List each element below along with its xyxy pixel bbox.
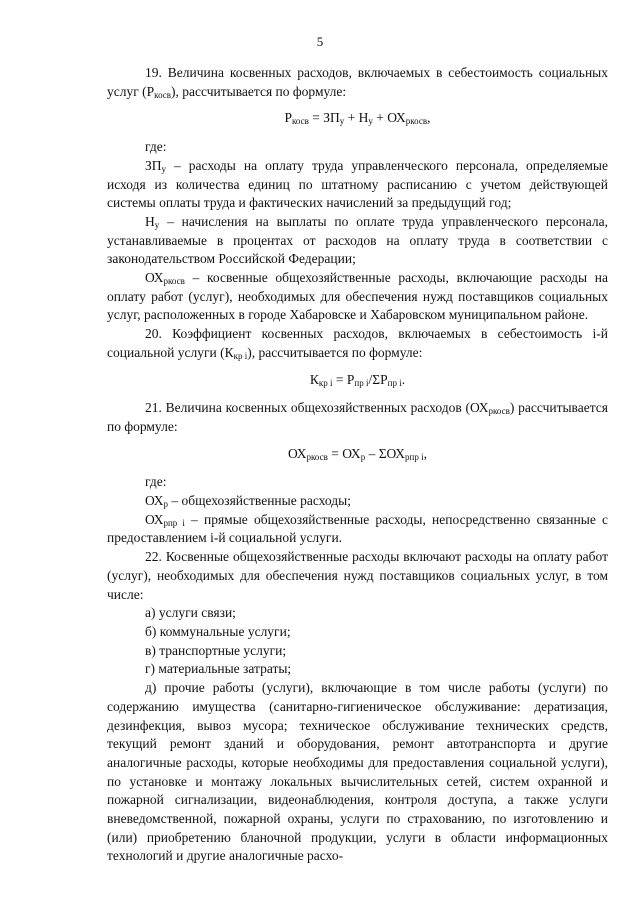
paragraph-20: 20. Коэффициент косвенных расходов, включаемых в себестоимость i-й социальной услуги $(К_{кр i})$, рассчитывается по формуле:: [107, 326, 608, 361]
page-number: 5: [316, 34, 324, 49]
definition-n: $Н_у$ – начисления на выплаты по оплате труда управленческого персонала, устанавливаемые в процентах от расходов на оплату труда в соответствии с законодательством Российской Федерации;: [107, 213, 608, 267]
where-label: где:: [145, 474, 167, 490]
list-item: б) коммунальные услуги;: [145, 623, 291, 639]
paragraph-21: 21. Величина косвенных общехозяйственных расходов $(ОХ_{ркосв})$ рассчитывается по формуле:: [107, 400, 608, 434]
definition-oxrpr: $ОХ_{рпр i}$ – прямые общехозяйственные расходы, непосредственно связанные с предоставлением i-й социальной услуги.: [107, 511, 608, 546]
where-label: где:: [145, 139, 167, 155]
definition-oxr: $ОХ_р$ – общехозяйственные расходы;: [145, 493, 351, 510]
paragraph-19: 19. Величина косвенных расходов, включаемых в себестоимость социальных услуг $(Р_{косв})$, рассчитывается по формуле:: [107, 65, 608, 100]
paragraph-22: 22. Косвенные общехозяйственные расходы включают расходы на оплату работ (услуг), необходимых для обеспечения нужд поставщиков социальных услуг, в том числе:: [107, 549, 608, 602]
formula-20: $К_{кр i} = Р_{пр i}/\Sigma Р_{пр i}$.: [309, 371, 406, 388]
list-item: а) услуги связи;: [145, 605, 236, 621]
formula-19: $Р_{косв} = ЗП_у + Н_у + ОХ_{ркосв}$,: [284, 110, 431, 127]
definition-zp: $ЗП_у$ – расходы на оплату труда управленческого персонала, определяемые исходя из количества единиц по штатному расписанию с учетом действующей системы оплаты труда и фактических начислений за предыдущий год;: [107, 157, 608, 211]
formula-21: $ОХ_{ркосв} = ОХ_р - \Sigma ОХ_{рпр i}$,: [288, 445, 427, 462]
document-body: [107, 64, 608, 866]
definition-ox: $ОХ_{ркосв}$ – косвенные общехозяйственные расходы, включающие расходы на оплату работ (услуг), необходимых для обеспечения нужд поставщиков социальных услуг, расположенных в городе Хабаровске и Хабаровском муниципальном районе.: [107, 270, 608, 323]
list-item: в) транспортные услуги;: [145, 642, 287, 658]
list-item: г) материальные затраты;: [145, 661, 292, 677]
list-item-d: д) прочие работы (услуги), включающие в том числе работы (услуги) по содержанию имущества (санитарно-гигиеническое обслуживание: дератизация, дезинфекция, вывоз мусора; техническое обслуживание технических средств, текущий ремонт зданий и оборудования, ремонт автотранспорта и другие аналогичные расходы, которые необходимы для предоставления социальной услуги), по установке и монтажу локальных вычислительных сетей, систем охранной и пожарной сигнализации, видеонаблюдения, контроля доступа, а также услуги вневедомственной, пожарной охраны, услуги по страхованию, по изготовлению и (или) приобретению бланочной продукции, услуги в области информационных технологий и другие аналогичные расхо-: [107, 680, 608, 864]
